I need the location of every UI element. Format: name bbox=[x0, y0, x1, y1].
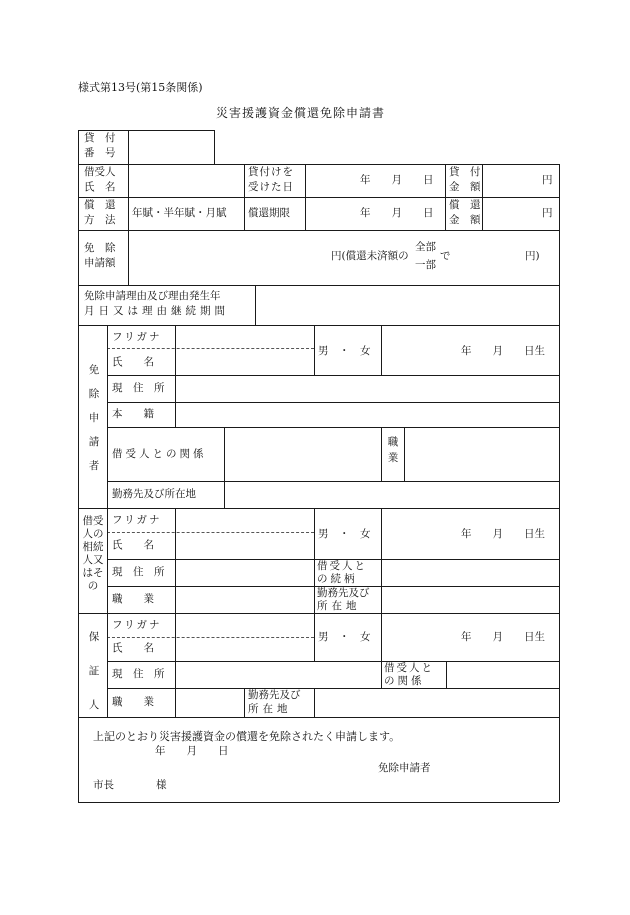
guarantor-workplace-label-line1: 勤務先及び bbox=[248, 689, 301, 701]
reason-label-line1: 免除申請理由及び理由発生年 bbox=[84, 290, 221, 302]
col-line bbox=[175, 613, 176, 717]
col-line bbox=[314, 613, 315, 661]
repayment-amount-label-line2: 金 額 bbox=[449, 214, 481, 226]
loan-date-label-line2: 受けた日 bbox=[248, 181, 294, 193]
loan-date-format: 年 月 日 bbox=[360, 174, 434, 186]
heir-occupation-label: 職 業 bbox=[112, 593, 154, 605]
furigana-separator bbox=[107, 637, 314, 638]
exemption-all: 全部 bbox=[415, 241, 436, 253]
reason-label-line2: 月日又は理由継続期間 bbox=[84, 305, 229, 317]
guarantor-section-label: 保証人 bbox=[88, 631, 100, 711]
heir-relation-label-line1: 借受人と bbox=[317, 560, 367, 572]
loan-date-label-line1: 貸付けを bbox=[248, 166, 294, 178]
table-border-right bbox=[559, 164, 560, 802]
col-line bbox=[446, 661, 447, 688]
row-line bbox=[78, 508, 559, 509]
repayment-amount-yen: 円 bbox=[542, 207, 553, 219]
table-border-bottom bbox=[78, 802, 559, 803]
col-line bbox=[482, 164, 483, 230]
exemption-amount-label-line2: 申請額 bbox=[84, 257, 116, 269]
guarantor-workplace-label-line2: 所在地 bbox=[248, 703, 292, 715]
row-line bbox=[78, 613, 559, 614]
footer-mayor: 市長 様 bbox=[93, 779, 167, 791]
row-line bbox=[78, 325, 559, 326]
applicant-gender: 男 ・ 女 bbox=[318, 345, 371, 357]
row-line bbox=[107, 427, 559, 428]
exemption-de: で bbox=[440, 250, 451, 262]
row-line bbox=[107, 481, 559, 482]
col-line bbox=[175, 325, 176, 427]
col-line bbox=[445, 164, 446, 230]
heir-section-label: 借受人の相続人又はその bbox=[82, 515, 104, 592]
col-line bbox=[314, 688, 315, 717]
application-form-table bbox=[78, 130, 559, 802]
heir-workplace-label-line2: 所在地 bbox=[317, 600, 361, 612]
repayment-method-label-line2: 方 法 bbox=[84, 214, 116, 226]
col-line bbox=[404, 427, 405, 481]
col-line bbox=[244, 688, 245, 717]
col-line bbox=[314, 508, 315, 559]
col-line bbox=[224, 481, 225, 508]
col-line bbox=[224, 427, 225, 481]
form-number: 様式第13号(第15条関係) bbox=[78, 81, 203, 94]
col-line bbox=[314, 559, 315, 613]
exemption-amount-text: 円(償還未済額の bbox=[331, 250, 409, 262]
col-line bbox=[255, 285, 256, 325]
applicant-domicile-label: 本 籍 bbox=[112, 408, 154, 420]
repayment-method-value: 年賦・半年賦・月賦 bbox=[132, 207, 227, 219]
guarantor-name-label: 氏 名 bbox=[112, 642, 154, 654]
guarantor-relation-label-line2: の関係 bbox=[384, 675, 425, 687]
applicant-occupation-label: 職業 bbox=[387, 436, 399, 464]
guarantor-furigana-label: フリガナ bbox=[112, 619, 162, 631]
heir-birth: 年 月 日生 bbox=[461, 528, 545, 540]
exemption-close: 円) bbox=[525, 250, 540, 262]
furigana-separator bbox=[107, 532, 314, 533]
col-line bbox=[244, 164, 245, 230]
loan-amount-label-line1: 貸 付 bbox=[449, 166, 481, 178]
col-line bbox=[175, 508, 176, 613]
applicant-address-label: 現 住 所 bbox=[112, 382, 165, 394]
applicant-birth: 年 月 日生 bbox=[461, 345, 545, 357]
row-line bbox=[78, 717, 559, 718]
exemption-amount-label-line1: 免 除 bbox=[84, 242, 116, 254]
guarantor-address-label: 現 住 所 bbox=[112, 668, 165, 680]
col-line bbox=[381, 325, 382, 375]
applicant-furigana-label: フリガナ bbox=[112, 331, 162, 343]
repayment-period-format: 年 月 日 bbox=[360, 207, 434, 219]
row-line bbox=[78, 164, 559, 165]
col-line bbox=[305, 164, 306, 230]
heir-address-label: 現 住 所 bbox=[112, 566, 165, 578]
loan-amount-label-line2: 金 額 bbox=[449, 181, 481, 193]
exemption-part: 一部 bbox=[415, 259, 436, 271]
form-title: 災害援護資金償還免除申請書 bbox=[216, 106, 386, 120]
repayment-period-label: 償還期限 bbox=[248, 207, 290, 219]
guarantor-occupation-label: 職 業 bbox=[112, 696, 154, 708]
repayment-amount-label-line1: 償 還 bbox=[449, 199, 481, 211]
applicant-workplace-label: 勤務先及び所在地 bbox=[112, 488, 196, 500]
loan-number-label-line1: 貸 付 bbox=[84, 132, 116, 144]
col-line bbox=[381, 613, 382, 661]
heir-relation-label-line2: の続柄 bbox=[317, 573, 358, 585]
heir-furigana-label: フリガナ bbox=[112, 514, 162, 526]
loan-number-box-right bbox=[214, 130, 215, 164]
applicant-section-label: 免除申請者 bbox=[88, 364, 100, 472]
row-line bbox=[78, 285, 559, 286]
heir-gender: 男 ・ 女 bbox=[318, 528, 371, 540]
col-line bbox=[381, 559, 382, 613]
row-line bbox=[78, 197, 559, 198]
furigana-separator bbox=[107, 348, 314, 349]
row-line bbox=[78, 230, 559, 231]
applicant-name-label: 氏 名 bbox=[112, 356, 154, 368]
footer-statement: 上記のとおり災害援護資金の償還を免除されたく申請します。 bbox=[93, 730, 401, 743]
table-border-top bbox=[78, 130, 214, 131]
heir-workplace-label-line1: 勤務先及び bbox=[317, 587, 370, 599]
heir-name-label: 氏 名 bbox=[112, 539, 154, 551]
col-line bbox=[128, 130, 129, 285]
col-line bbox=[381, 427, 382, 481]
col-line bbox=[314, 325, 315, 375]
guarantor-birth: 年 月 日生 bbox=[461, 631, 545, 643]
borrower-name-label-line1: 借受人 bbox=[84, 166, 116, 178]
col-line bbox=[381, 661, 382, 688]
guarantor-gender: 男 ・ 女 bbox=[318, 631, 371, 643]
applicant-relation-label: 借受人との関係 bbox=[112, 448, 207, 460]
borrower-name-label-line2: 氏 名 bbox=[84, 181, 116, 193]
guarantor-relation-label-line1: 借受人と bbox=[384, 662, 434, 674]
footer-applicant: 免除申請者 bbox=[378, 762, 431, 774]
section-label-divider bbox=[107, 325, 108, 717]
footer-date: 年 月 日 bbox=[155, 745, 229, 757]
repayment-method-label-line1: 償 還 bbox=[84, 199, 116, 211]
col-line bbox=[381, 508, 382, 559]
loan-amount-yen: 円 bbox=[542, 174, 553, 186]
loan-number-label-line2: 番 号 bbox=[84, 147, 116, 159]
